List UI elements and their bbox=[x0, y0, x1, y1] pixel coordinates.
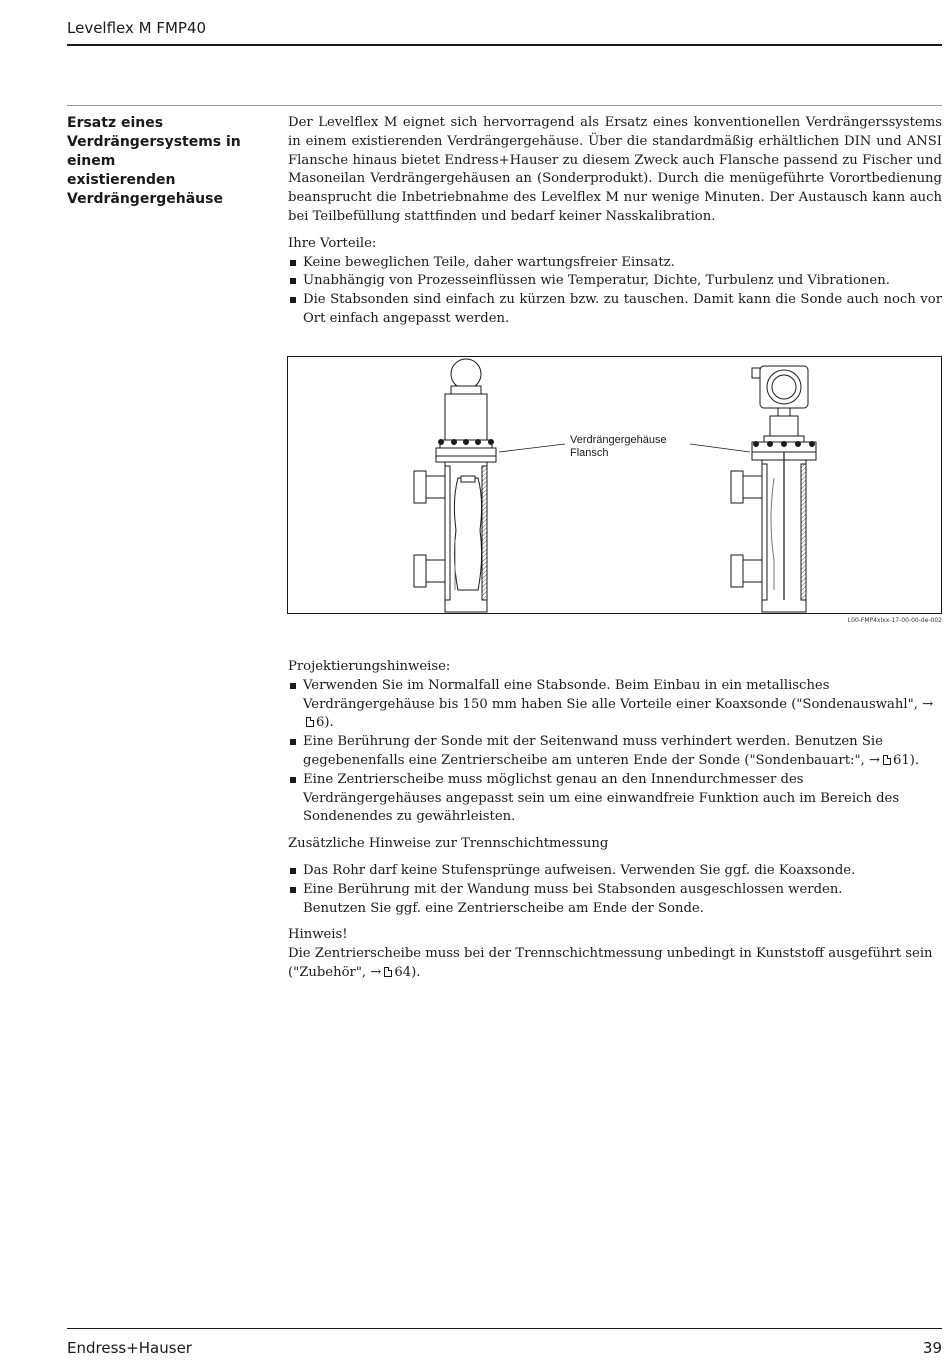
section-heading-line: existierenden bbox=[67, 172, 176, 188]
page-number: 39 bbox=[922, 1339, 942, 1357]
list-item-text: Verwenden Sie im Normalfall eine Stabsonde. Beim Einbau in ein metallisches Verdrängergehäuse bis 150 mm haben Sie alle Vorteile einer Koaxsonde ("Sondenauswahl", → bbox=[303, 677, 934, 712]
figure-code: L00-FMP4xlxx-17-00-00-de-002 bbox=[847, 617, 942, 624]
advantages-title: Ihre Vorteile: bbox=[288, 235, 377, 251]
page-ref-icon bbox=[883, 755, 891, 765]
page-ref: 64 bbox=[394, 964, 412, 980]
list-item-tail: ). bbox=[324, 715, 334, 731]
footer-rule bbox=[67, 1328, 942, 1329]
right-housing-levelflex bbox=[690, 366, 816, 612]
list-item-line: Eine Berührung mit der Wandung muss bei Stabsonden ausgeschlossen werden. bbox=[303, 881, 843, 897]
callout-line-2: Flansch bbox=[570, 447, 609, 459]
trenn-list bbox=[288, 862, 942, 918]
list-item bbox=[288, 677, 942, 733]
projekt-title: Projektierungshinweise: bbox=[288, 659, 451, 674]
list-item: Die Stabsonden sind einfach zu kürzen bzw. zu tauschen. Damit kann die Sonde auch noch vor Ort einfach angepasst werden. bbox=[288, 291, 942, 329]
hinweis-text bbox=[288, 945, 942, 983]
trenn-title: Zusätzliche Hinweise zur Trennschichtmessung bbox=[288, 836, 609, 852]
section-heading-line: Ersatz eines bbox=[67, 115, 164, 131]
projekt-list bbox=[288, 677, 942, 827]
page-ref: 6 bbox=[316, 715, 325, 731]
displacer-housing-illustration bbox=[0, 0, 950, 620]
list-item bbox=[288, 881, 942, 919]
page-ref: 61 bbox=[892, 752, 910, 768]
list-item: Das Rohr darf keine Stufensprünge aufweisen. Verwenden Sie ggf. die Koaxsonde. bbox=[288, 862, 942, 881]
footer-company: Endress+Hauser bbox=[67, 1339, 192, 1357]
callout-line-1: Verdrängergehäuse bbox=[570, 434, 667, 446]
figure-callout-label bbox=[570, 434, 667, 460]
left-housing-displacer bbox=[414, 359, 565, 612]
hinweis-tail: ). bbox=[411, 964, 421, 980]
list-item: Unabhängig von Prozesseinflüssen wie Temperatur, Dichte, Turbulenz und Vibrationen. bbox=[288, 272, 942, 291]
list-item-line: Benutzen Sie ggf. eine Zentrierscheibe am Ende der Sonde. bbox=[303, 900, 704, 916]
list-item bbox=[288, 733, 942, 771]
page-ref-icon bbox=[384, 967, 392, 977]
list-item-tail: ). bbox=[909, 752, 920, 768]
list-item: Keine beweglichen Teile, daher wartungsfreier Einsatz. bbox=[288, 254, 942, 273]
page-ref-icon bbox=[306, 717, 314, 727]
hinweis-body: Die Zentrierscheibe muss bei der Trennschichtmessung unbedingt in Kunststoff ausgeführt sein ("Zubehör", → bbox=[288, 946, 933, 980]
intro-paragraph: Der Levelflex M eignet sich hervorragend als Ersatz eines konventionellen Verdrängerssystems in einem existierenden Verdrängergehäuse. Über die standardmäßig erhältlichen DIN und ANSI Flansche hinaus bietet Endress+Hauser zu diesem Zweck auch Flansche passend zu Fischer und Masoneilan Verdrängergehäusen an (Sonderprodukt). Durch die menügeführte Vorortbedienung beansprucht die Inbetriebnahme des Levelflex M nur wenige Minuten. Der Austausch kann auch bei Teilbefüllung stattfinden und bedarf keiner Nasskalibration. bbox=[288, 115, 942, 224]
section-heading-line: Verdrängersystems in einem bbox=[67, 134, 241, 169]
list-item: Eine Zentrierscheibe muss möglichst genau an den Innendurchmesser des Verdrängergehäuses angepasst sein um eine einwandfreie Funktion auch im Bereich des Sondenendes zu gewährleisten. bbox=[288, 771, 942, 827]
list-item-text: Eine Berührung der Sonde mit der Seitenwand muss verhindert werden. Benutzen Sie gegebenenfalls eine Zentrierscheibe am unteren Ende der Sonde ("Sondenbauart:", → bbox=[303, 734, 883, 768]
page-header-title: Levelflex M FMP40 bbox=[67, 19, 207, 37]
section-heading-line: Verdrängergehäuse bbox=[67, 191, 223, 207]
hinweis-title: Hinweis! bbox=[288, 927, 348, 943]
notes-block bbox=[288, 658, 942, 983]
